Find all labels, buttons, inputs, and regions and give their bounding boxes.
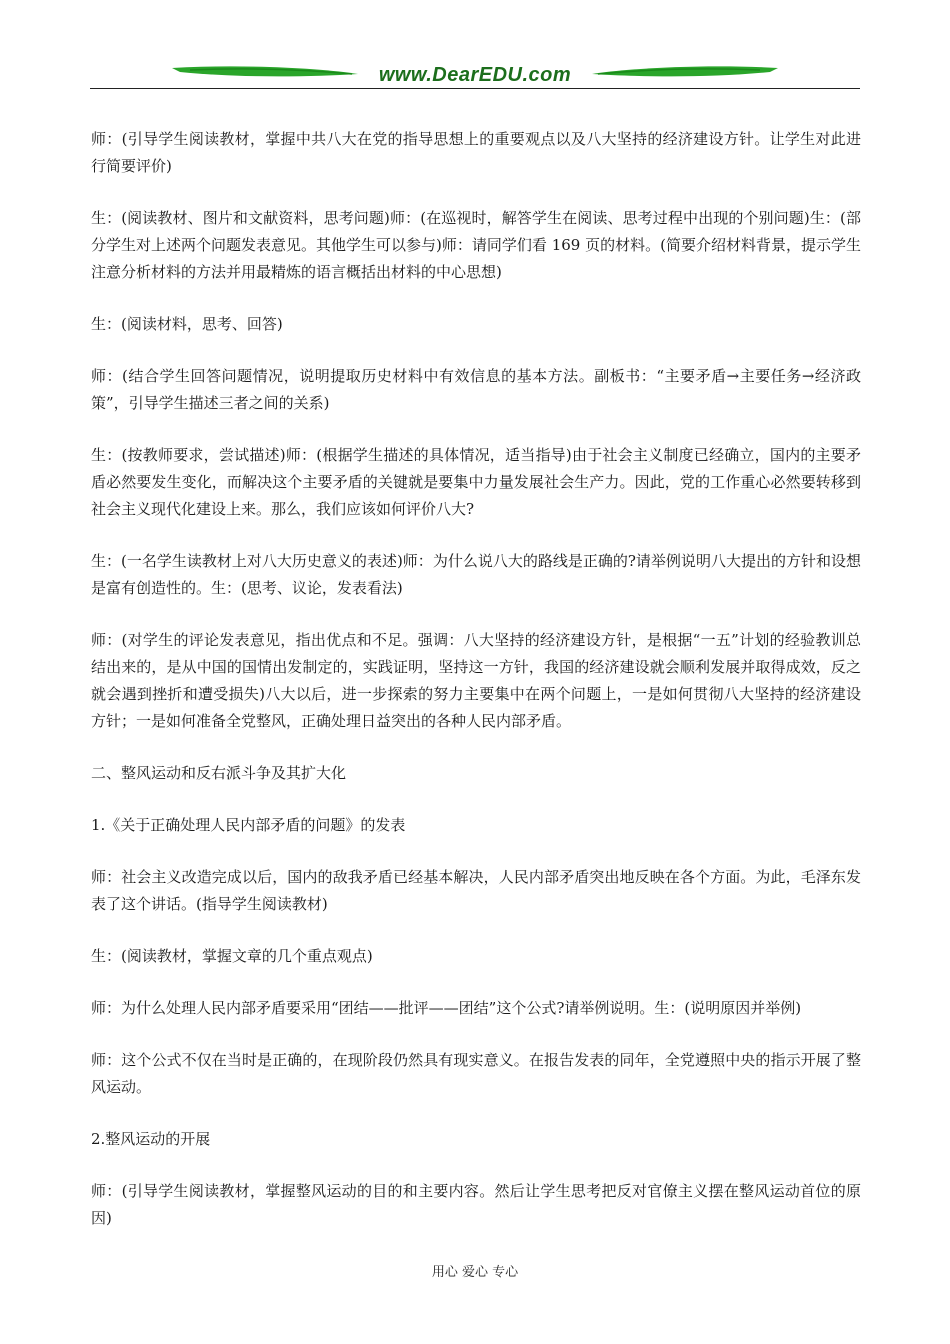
document-body (91, 126, 861, 1257)
section-heading: 二、整风运动和反右派斗争及其扩大化 (91, 764, 347, 782)
paragraph: 师：为什么处理人民内部矛盾要采用“团结——批评——团结”这个公式?请举例说明。生：(说明原因并举例) (91, 999, 802, 1017)
paragraph: 师：(对学生的评论发表意见，指出优点和不足。强调：八大坚持的经济建设方针，是根据“一五”计划的经验教训总结出来的，是从中国的国情出发制定的，实践证明，坚持这一方针，我国的经济建设就会顺利发展并取得成效，反之就会遇到挫折和遭受损失)八大以后，进一步探索的努力主要集中在两个问题上，一是如何贯彻八大坚持的经济建设方针；一是如何准备全党整风，正确处理日益突出的各种人民内部矛盾。 (91, 631, 861, 730)
paragraph: 师：这个公式不仅在当时是正确的，在现阶段仍然具有现实意义。在报告发表的同年，全党遵照中央的指示开展了整风运动。 (91, 1051, 861, 1096)
paragraph: 师：(引导学生阅读教材，掌握整风运动的目的和主要内容。然后让学生思考把反对官僚主义摆在整风运动首位的原因) (91, 1182, 861, 1227)
page-footer: 用心 爱心 专心 (431, 1265, 519, 1280)
paragraph: 生：(一名学生读教材上对八大历史意义的表述)师：为什么说八大的路线是正确的?请举例说明八大提出的方针和设想是富有创造性的。生：(思考、议论，发表看法) (91, 552, 861, 597)
paragraph: 生：(阅读材料，思考、回答) (91, 315, 283, 333)
paragraph: 师：(结合学生回答问题情况，说明提取历史材料中有效信息的基本方法。副板书：“主要矛盾→主要任务→经济政策”，引导学生描述三者之间的关系) (91, 367, 861, 412)
paragraph: 生：(按教师要求，尝试描述)师：(根据学生描述的具体情况，适当指导)由于社会主义制度已经确立，国内的主要矛盾必然要发生变化，而解决这个主要矛盾的关键就是要集中力量发展社会生产力。因此，党的工作重心必然要转移到社会主义现代化建设上来。那么，我们应该如何评价八大? (91, 446, 861, 518)
subsection-heading: 1.《关于正确处理人民内部矛盾的问题》的发表 (91, 816, 406, 834)
site-header-banner (90, 58, 860, 90)
paragraph: 师：社会主义改造完成以后，国内的敌我矛盾已经基本解决，人民内部矛盾突出地反映在各个方面。为此，毛泽东发表了这个讲话。(指导学生阅读教材) (91, 868, 861, 913)
subsection-heading: 2.整风运动的开展 (91, 1130, 211, 1148)
site-logo-text: www.DearEDU.com (378, 64, 572, 86)
paragraph: 师：(引导学生阅读教材，掌握中共八大在党的指导思想上的重要观点以及八大坚持的经济建设方针。让学生对此进行简要评价) (91, 130, 861, 175)
paragraph: 生：(阅读教材、图片和文献资料，思考问题)师：(在巡视时，解答学生在阅读、思考过程中出现的个别问题)生：(部分学生对上述两个问题发表意见。其他学生可以参与)师：请同学们看 169 页的材料。(简要介绍材料背景，提示学生注意分析材料的方法并用最精炼的语言概括出材料的中心思想) (91, 209, 861, 281)
paragraph: 生：(阅读教材，掌握文章的几个重点观点) (91, 947, 373, 965)
header-divider (90, 88, 860, 89)
